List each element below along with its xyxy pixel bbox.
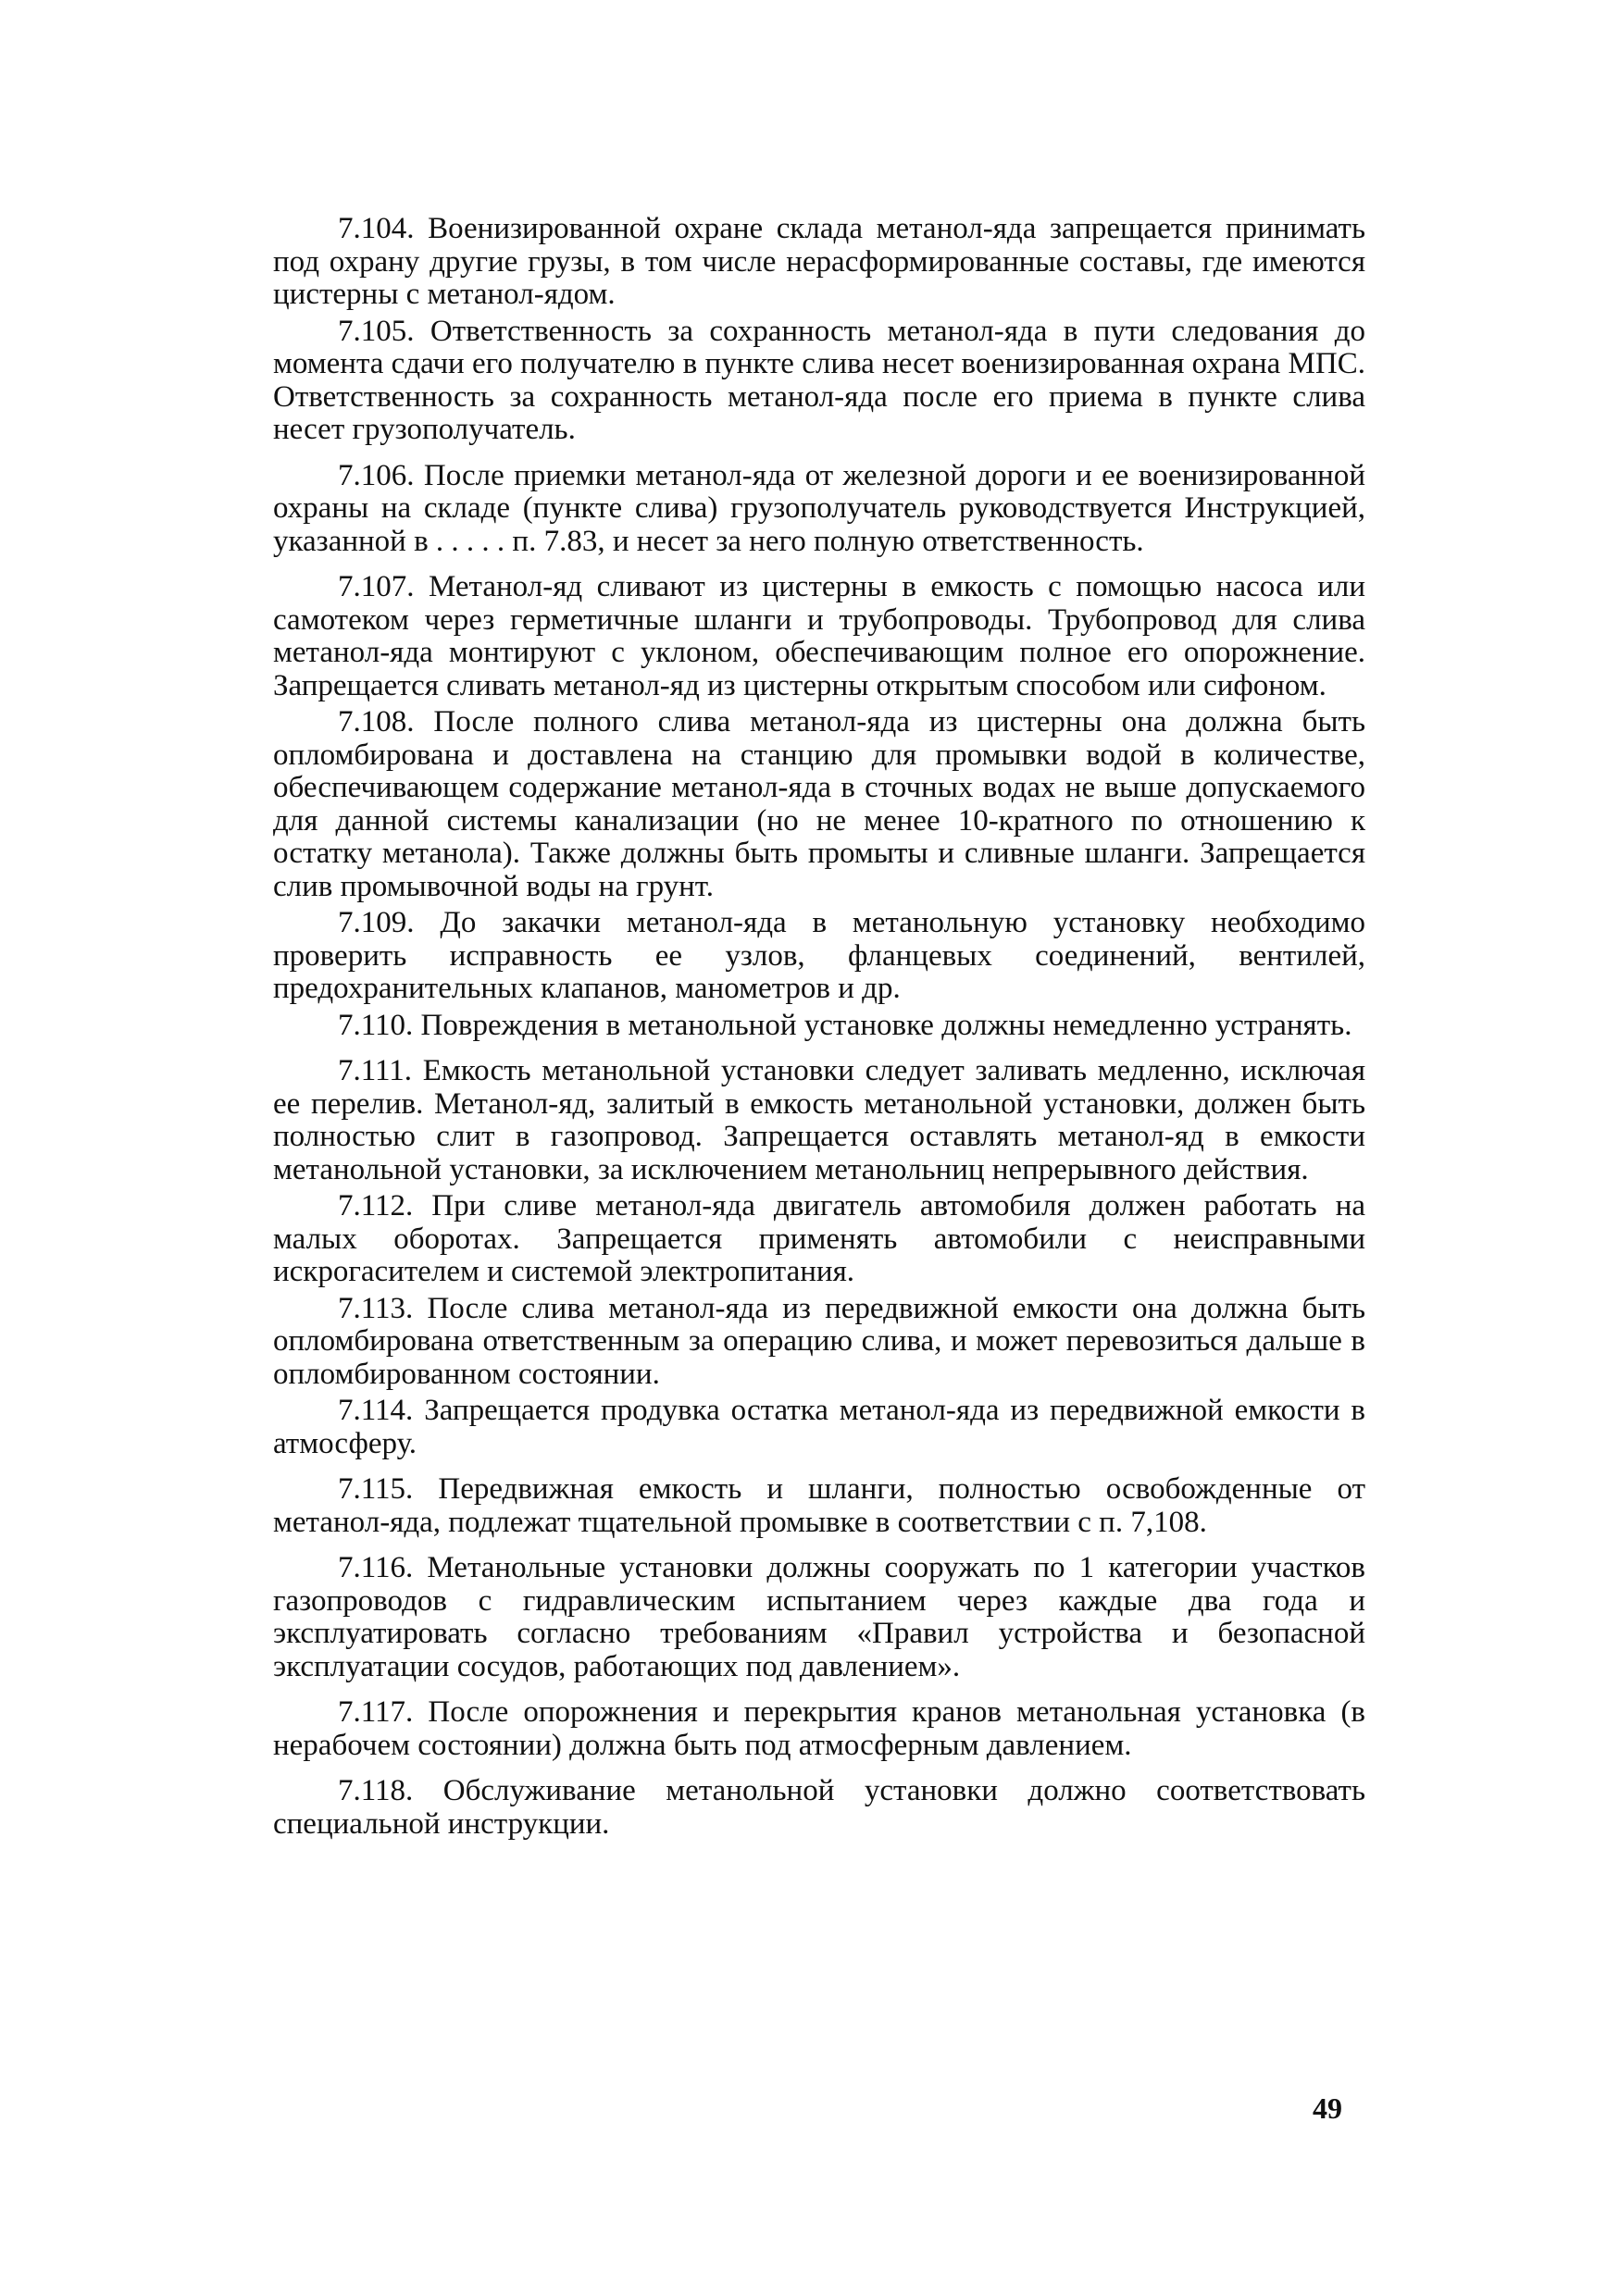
- paragraph-7-104: [273, 213, 1365, 312]
- paragraph-7-109: [273, 907, 1365, 1006]
- paragraph-7-110: [273, 1010, 1365, 1043]
- paragraph-7-105: [273, 316, 1365, 447]
- paragraph-number: 7.111.: [338, 1054, 413, 1087]
- paragraph-number: 7.115.: [338, 1472, 414, 1506]
- paragraph-number: 7.117.: [338, 1695, 414, 1729]
- paragraph-text: Запрещается продувка остатка метанол-яда из передвижной емкости в атмосферу.: [273, 1394, 1366, 1460]
- paragraph-text: Передвижная емкость и шланги, полностью освобожденные от метанол-яда, подлежат тщательной промывке в соответствии с п. 7,108.: [273, 1472, 1366, 1539]
- paragraph-number: 7.105.: [338, 314, 415, 348]
- paragraph-7-111: [273, 1055, 1365, 1186]
- paragraph-number: 7.108.: [338, 705, 415, 738]
- paragraph-number: 7.109.: [338, 906, 415, 939]
- paragraph-number: 7.104.: [338, 212, 415, 245]
- paragraph-text: Повреждения в метанольной установке должны немедленно устранять.: [420, 1008, 1352, 1042]
- paragraph-number: 7.113.: [338, 1291, 414, 1325]
- paragraph-number: 7.116.: [338, 1551, 414, 1584]
- paragraph-text: После приемки метанол-яда от железной дороги и ее военизированной охраны на складе (пункте слива) грузополучатель руководствуется Инструкцией, указанной в . . . . . п. 7.83, и несет за него полную ответственность.: [273, 458, 1365, 558]
- paragraph-7-118: [273, 1775, 1365, 1841]
- paragraph-text: После опорожнения и перекрытия кранов метанольная установка (в нерабочем состоянии) должна быть под атмосферным давлением.: [273, 1695, 1366, 1762]
- paragraph-number: 7.107.: [338, 570, 415, 603]
- paragraph-text: Метанольные установки должны сооружать по 1 категории участков газопроводов с гидравлическим испытанием через каждые два года и эксплуатировать согласно требованиям «Правил устройства и безопасной эксплуатации сосудов, работающих под давлением».: [273, 1551, 1366, 1683]
- paragraph-7-112: [273, 1190, 1365, 1289]
- paragraph-7-116: [273, 1552, 1365, 1683]
- paragraph-text: После слива метанол-яда из передвижной емкости она должна быть опломбирована ответственным за операцию слива, и может перевозиться дальше в опломбированном состоянии.: [273, 1291, 1366, 1391]
- paragraph-text: При сливе метанол-яда двигатель автомобиля должен работать на малых оборотах. Запрещается применять автомобили с неисправными искрогасителем и системой электропитания.: [273, 1189, 1366, 1288]
- paragraph-7-108: [273, 706, 1365, 903]
- paragraph-7-106: [273, 460, 1365, 559]
- paragraph-text: После полного слива метанол-яда из цистерны она должна быть опломбирована и доставлена на станцию для промывки водой в количестве, обеспечивающем содержание метанол-яда в сточных водах не выше допускаемого для данной системы канализации (но не менее 10-кратного по отношению к остатку метанола). Также должны быть промыты и сливные шланги. Запрещается слив промывочной воды на грунт.: [273, 705, 1366, 903]
- paragraph-text: Военизированной охране склада метанол-яда запрещается принимать под охрану другие грузы, в том числе нерасформированные составы, где имеются цистерны с метанол-ядом.: [273, 212, 1366, 311]
- paragraph-7-115: [273, 1473, 1365, 1539]
- paragraph-text: Емкость метанольной установки следует заливать медленно, исключая ее перелив. Метанол-яд, залитый в емкость метанольной установки, должен быть полностью слит в газопровод. Запрещается оставлять метанол-яд в емкости метанольной установки, за исключением метанольниц непрерывного действия.: [273, 1054, 1366, 1186]
- paragraph-text: Метанол-яд сливают из цистерны в емкость с помощью насоса или самотеком через герметичные шланги и трубопроводы. Трубопровод для слива метанол-яда монтируют с уклоном, обеспечивающим полное его опорожнение. Запрещается сливать метанол-яд из цистерны открытым способом или сифоном.: [273, 570, 1366, 702]
- paragraph-number: 7.112.: [338, 1189, 414, 1222]
- paragraph-7-114: [273, 1395, 1365, 1460]
- paragraph-text: До закачки метанол-яда в метанольную установку необходимо проверить исправность ее узлов, фланцевых соединений, вентилей, предохранительных клапанов, манометров и др.: [273, 906, 1366, 1005]
- paragraph-7-117: [273, 1696, 1365, 1762]
- paragraph-number: 7.110.: [338, 1008, 414, 1042]
- page-number: 49: [1313, 2091, 1342, 2125]
- paragraph-number: 7.118.: [338, 1774, 414, 1807]
- paragraph-7-107: [273, 571, 1365, 702]
- paragraph-text: Обслуживание метанольной установки должно соответствовать специальной инструкции.: [273, 1774, 1366, 1841]
- paragraph-number: 7.106.: [338, 458, 415, 492]
- paragraph-text: Ответственность за сохранность метанол-яда в пути следования до момента сдачи его получателю в пункте слива несет военизированная охрана МПС. Ответственность за сохранность метанол-яда после его приема в пункте слива несет грузополучатель.: [273, 314, 1366, 446]
- paragraph-number: 7.114.: [338, 1394, 414, 1427]
- paragraph-7-113: [273, 1293, 1365, 1392]
- document-body: [273, 213, 1365, 1854]
